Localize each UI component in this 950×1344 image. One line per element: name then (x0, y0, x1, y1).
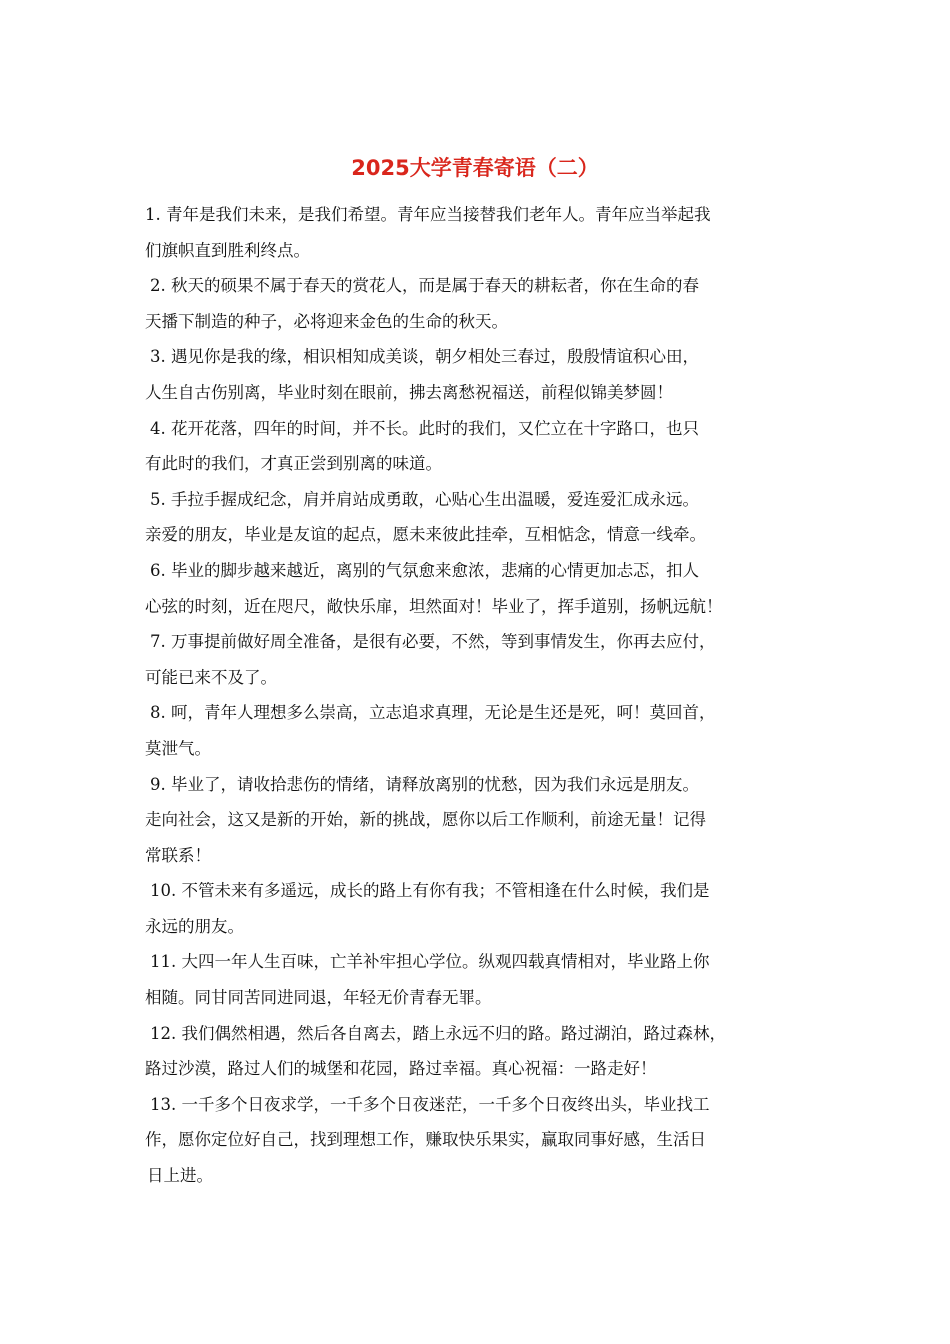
paragraph-item-5: 5. 手拉手握成纪念，肩并肩站成勇敢，心贴心生出温暖，爱连爱汇成永远。 (150, 489, 699, 509)
document-title: 2025大学青春寄语（二） (351, 156, 599, 180)
paragraph-item-3-continuation: 人生自古伤别离，毕业时刻在眼前，拂去离愁祝福送，前程似锦美梦圆！ (145, 382, 673, 402)
paragraph-item-7-continuation: 可能已来不及了。 (145, 667, 277, 687)
paragraph-item-13: 13. 一千多个日夜求学，一千多个日夜迷茫，一千多个日夜终出头，毕业找工 (150, 1094, 710, 1114)
paragraph-item-4-continuation: 有此时的我们，才真正尝到别离的味道。 (145, 454, 442, 474)
paragraph-item-8: 8. 呵，青年人理想多么崇高，立志追求真理，无论是生还是死，呵！莫回首， (150, 703, 716, 723)
paragraph-item-3: 3. 遇见你是我的缘，相识相知成美谈，朝夕相处三春过，殷殷情谊积心田， (150, 347, 699, 367)
paragraph-item-5-continuation: 亲爱的朋友，毕业是友谊的起点，愿未来彼此挂牵，互相惦念，情意一线牵。 (145, 525, 706, 545)
paragraph-item-6-continuation: 心弦的时刻，近在咫尺，敞快乐扉，坦然面对！毕业了，挥手道别，扬帆远航！ (145, 596, 723, 616)
paragraph-item-2-continuation: 天播下制造的种子，必将迎来金色的生命的秋天。 (145, 311, 508, 331)
paragraph-item-2: 2. 秋天的硕果不属于春天的赏花人，而是属于春天的耕耘者，你在生命的春 (150, 276, 699, 296)
paragraph-item-9: 9. 毕业了，请收拾悲伤的情绪，请释放离别的忧愁，因为我们永远是朋友。 (150, 774, 699, 794)
paragraph-item-8-continuation: 莫泄气。 (145, 738, 211, 758)
paragraph-item-10-continuation: 永远的朋友。 (145, 916, 244, 936)
paragraph-item-4: 4. 花开花落，四年的时间，并不长。此时的我们，又伫立在十字路口，也只 (150, 418, 699, 438)
paragraph-item-10: 10. 不管未来有多遥远，成长的路上有你有我；不管相逢在什么时候，我们是 (150, 881, 710, 901)
paragraph-item-13-continuation: 日上进。 (147, 1166, 213, 1186)
document-body (145, 197, 817, 1194)
paragraph-item-13-continuation: 作，愿你定位好自己，找到理想工作，赚取快乐果实，赢取同事好感，生活日 (145, 1130, 706, 1150)
paragraph-item-1-continuation: 们旗帜直到胜利终点。 (145, 240, 310, 260)
paragraph-item-12: 12. 我们偶然相遇，然后各自离去，踏上永远不归的路。路过湖泊，路过森林， (150, 1023, 726, 1043)
paragraph-item-11: 11. 大四一年人生百味，亡羊补牢担心学位。纵观四载真情相对，毕业路上你 (150, 952, 710, 972)
paragraph-item-6: 6. 毕业的脚步越来越近，离别的气氛愈来愈浓，悲痛的心情更加忐忑，扣人 (150, 560, 699, 580)
paragraph-item-12-continuation: 路过沙漠，路过人们的城堡和花园，路过幸福。真心祝福：一路走好！ (145, 1059, 657, 1079)
paragraph-item-11-continuation: 相随。同甘同苦同进同退，年轻无价青春无罪。 (145, 988, 492, 1008)
paragraph-item-1: 1. 青年是我们未来，是我们希望。青年应当接替我们老年人。青年应当举起我 (145, 205, 711, 224)
paragraph-item-7: 7. 万事提前做好周全准备，是很有必要，不然，等到事情发生，你再去应付， (150, 632, 716, 652)
paragraph-item-9-continuation: 走向社会，这又是新的开始，新的挑战，愿你以后工作顺利，前途无量！记得 (145, 810, 706, 830)
paragraph-item-9-continuation: 常联系！ (145, 845, 211, 865)
